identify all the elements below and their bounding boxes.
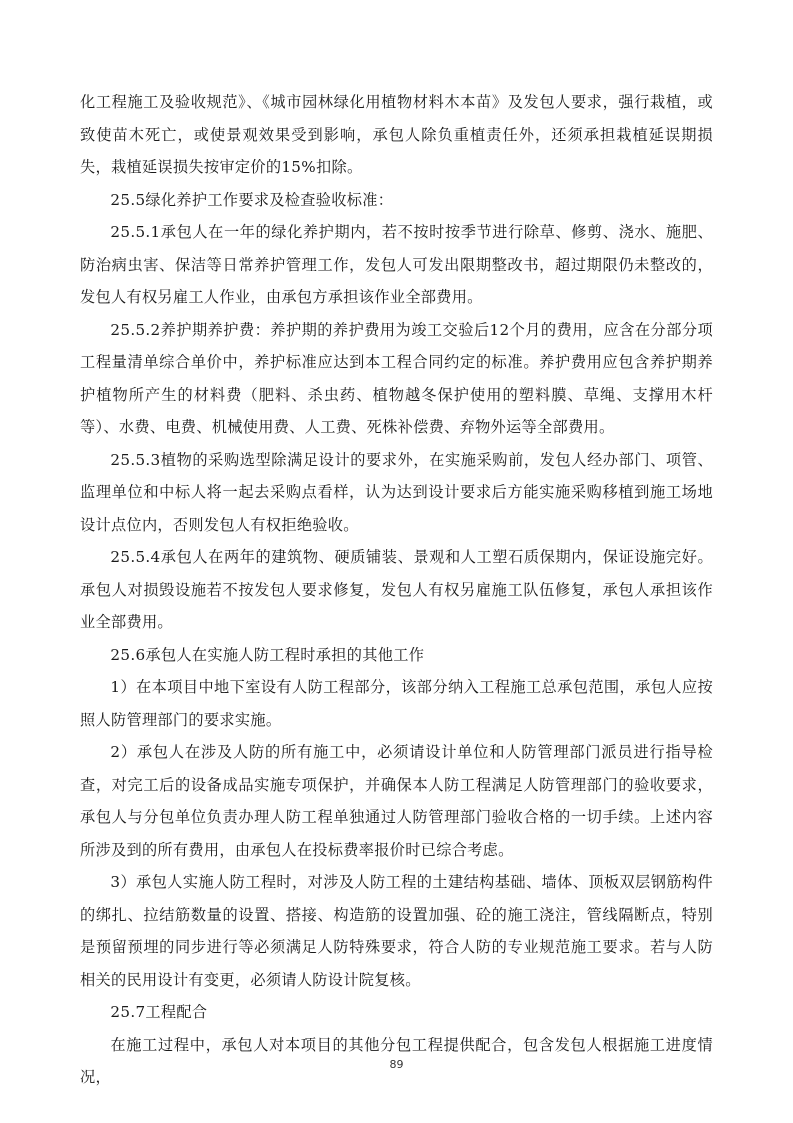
section-heading-25-6: 25.6承包人在实施人防工程时承担的其他工作 [110, 645, 425, 664]
page-number: 89 [389, 1058, 404, 1071]
paragraph-25-5-2: 25.5.2养护期养护费：养护期的养护费用为竣工交验后12个月的费用，应含在分部分项工程量清单综合单价中，养护标准应达到本工程合同约定的标准。养护费用应包含养护期养护植物所产生的材料费（肥料、杀虫药、植物越冬保护使用的塑料膜、草绳、支撑用木杆等）、水费、电费、机械使用费、人工费、死株补偿费、弃物外运等全部费用。 [80, 320, 713, 436]
section-heading-25-7: 25.7工程配合 [110, 1003, 208, 1021]
document-body [80, 86, 713, 1094]
paragraph-25-5-3: 25.5.3植物的采购选型除满足设计的要求外，在实施采购前，发包人经办部门、项管、监理单位和中标人将一起去采购点看样，认为达到设计要求后方能实施采购移植到施工场地设计点位内，否则发包人有权拒绝验收。 [80, 450, 713, 534]
paragraph-25-6-item-2: 2）承包人在涉及人防的所有施工中，必须请设计单位和人防管理部门派员进行指导检查，对完工后的设备成品实施专项保护，并确保本人防工程满足人防管理部门的验收要求，承包人与分包单位负责办理人防工程单独通过人防管理部门验收合格的一切手续。上述内容所涉及到的所有费用，由承包人在投标费率报价时已综合考虑。 [80, 743, 713, 859]
paragraph-25-5-1: 25.5.1承包人在一年的绿化养护期内，若不按时按季节进行除草、修剪、浇水、施肥、防治病虫害、保洁等日常养护管理工作，发包人可发出限期整改书，超过期限仍未整改的，发包人有权另雇工人作业，由承包方承担该作业全部费用。 [80, 223, 713, 306]
paragraph-25-7-body: 在施工过程中，承包人对本项目的其他分包工程提供配合，包含发包人根据施工进度情况， [80, 1035, 713, 1086]
paragraph-25-6-item-3: 3）承包人实施人防工程时，对涉及人防工程的土建结构基础、墙体、顶板双层钢筋构件的绑扎、拉结筋数量的设置、搭接、构造筋的设置加强、砼的施工浇注，管线隔断点，特别是预留预埋的同步进行等必须满足人防特殊要求，符合人防的专业规范施工要求。若与人防相关的民用设计有变更，必须请人防设计院复核。 [80, 873, 713, 989]
paragraph-continuation: 化工程施工及验收规范》、《城市园林绿化用植物材料木本苗》及发包人要求，强行栽植，或致使苗木死亡，或使景观效果受到影响，承包人除负重植责任外，还须承担栽植延误期损失，栽植延误损失按审定价的15%扣除。 [80, 93, 713, 176]
section-heading-25-5: 25.5绿化养护工作要求及检查验收标准： [110, 190, 394, 209]
paragraph-25-6-item-1: 1）在本项目中地下室设有人防工程部分，该部分纳入工程施工总承包范围，承包人应按照人防管理部门的要求实施。 [80, 678, 713, 729]
paragraph-25-5-4: 25.5.4承包人在两年的建筑物、硬质铺装、景观和人工塑石质保期内，保证设施完好。承包人对损毁设施若不按发包人要求修复，发包人有权另雇施工队伍修复，承包人承担该作业全部费用。 [80, 548, 713, 631]
